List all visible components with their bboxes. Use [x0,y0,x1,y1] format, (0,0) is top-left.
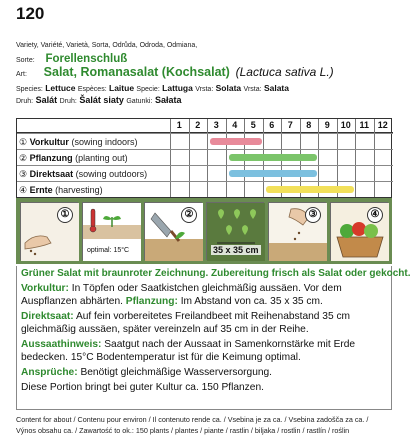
calendar-row-vorkultur [17,133,393,149]
art-row [16,65,334,79]
pictogram-harvest [330,202,388,260]
druh-value-sk: Šalát siaty [79,95,124,105]
vorkultur-label: Vorkultur: [21,283,69,294]
month-label-10: 10 [340,120,351,130]
aussaat-label: Aussaathinweis: [21,339,102,350]
row-label: Vorkultur [29,137,69,147]
vorkultur-line-2 [21,296,323,307]
druh-label-sk: Druh: [59,98,77,105]
species-value-it: Lattuga [162,83,193,93]
month-label-11: 11 [359,120,369,130]
aussaat-text: Saatgut nach der Aussaat in Samenkornstärke mit Erde [101,339,356,350]
direktsaat-line-2: gleichmäßig aussäen, später vereinzeln auf 35 cm in der Reihe. [21,324,309,335]
vorkultur-line-1 [21,283,342,294]
pflanzung-label: Pflanzung: [122,296,178,307]
ansprueche-label: Ansprüche: [21,367,78,378]
month-label-2: 2 [195,120,201,130]
druh-value-pl: Sałata [154,95,182,105]
row-sub: (sowing indoors) [71,137,138,147]
month-label-3: 3 [213,120,219,130]
vorkultur-text-2: Auspflanzen abhärten. [21,296,123,307]
druh-value-cz: Salát [35,95,58,105]
ansprueche-text: Benötigt gleichmäßige Wasserversorgung. [77,367,273,378]
pictogram-strip [16,198,392,264]
pictogram-number: ③ [305,207,321,223]
row-num: ④ [19,185,28,195]
pictogram-number: ④ [367,207,383,223]
row-num: ② [19,153,28,163]
pictogram-sowing-outdoors [268,202,326,260]
druh-label-cz: Druh: [16,98,34,105]
sowing-calendar [16,118,392,198]
druh-line [16,95,181,105]
calendar-bar-ernte [266,186,355,193]
art-value: Salat, Romanasalat (Kochsalat) [43,65,230,79]
pictogram-germination [82,202,140,260]
aussaat-line-1 [21,339,355,350]
calendar-bar-direktsaat [229,170,318,177]
vorkultur-text: In Töpfen oder Saatkistchen gleichmäßig aussäen. Vor dem [68,283,342,294]
species-value-fr: Laitue [109,83,135,93]
direktsaat-label: Direktsaat: [21,311,74,322]
species-value-en: Lettuce [45,83,76,93]
calendar-row-pflanzung [17,149,393,165]
sorte-row [16,53,127,65]
variety-languages-label: Variety, Variété, Varietà, Sorta, Odrůda, Odroda, Odmiana, [16,42,198,49]
row-sub: (sowing outdoors) [75,169,148,179]
month-label-1: 1 [176,120,182,130]
direktsaat-text: Auf fein vorbereitetes Freilandbeet mit Reihenabstand 35 cm [73,311,351,322]
row-num: ① [19,137,28,147]
month-label-6: 6 [269,120,275,130]
pictogram-spacing [206,202,264,260]
direktsaat-line-1 [21,311,350,322]
aussaat-line-2: bedecken. 15°C Bodentemperatur ist für die Keimung optimal. [21,352,301,363]
row-sub: (harvesting) [55,185,103,195]
pictogram-planting-out [144,202,202,260]
species-label-it: Specie: [136,86,160,93]
month-label-5: 5 [250,120,256,130]
footer-line-2: Výnos obsahu ca. / Zawartość to ok.: 150 plants / plantes / piante / rastlin / biljaka / rostlin / rastlín / roślin [16,426,350,435]
headline: Grüner Salat mit braunroter Zeichnung. Zubereitung frisch als Salat oder gekocht. [21,268,411,279]
species-label-sl: Vrsta: [195,86,214,93]
germination-temp-text: optimal: 15°C [87,247,130,254]
sorte-value: Forellenschluß [45,53,128,65]
spacing-label: 35 x 35 cm [213,245,259,255]
footer-line-1: Content for about / Contenu pour environ / Il contenuto rende ca. / Vsebina je za ca. / Vsebina zadošča za ca. / [16,415,369,424]
row-label: Direktsaat [29,169,74,179]
art-latin: (Lactuca sativa L.) [235,65,334,79]
species-label-en: Species: [16,86,43,93]
row-label: Ernte [29,185,53,195]
month-label-7: 7 [287,120,293,130]
sorte-label: Sorte: [16,57,35,64]
month-label-12: 12 [377,120,388,130]
druh-label-pl: Gatunki: [126,98,153,105]
row-sub: (planting out) [75,153,128,163]
month-label-4: 4 [232,120,238,130]
month-label-8: 8 [306,120,312,130]
pictogram-sowing-indoors [20,202,78,260]
page-number: 120 [16,4,45,23]
portion-line: Diese Portion bringt bei guter Kultur ca. 150 Pflanzen. [21,382,264,393]
species-value-hr: Salata [263,83,289,93]
germination-temp [87,247,129,254]
calendar-bar-pflanzung [229,154,318,161]
pictogram-number: ② [181,207,197,223]
calendar-bar-vorkultur [210,138,262,145]
species-label-hr: Vrsta: [243,86,262,93]
row-label: Pflanzung [29,153,73,163]
species-value-sl: Solata [215,83,242,93]
art-label: Art: [16,71,27,78]
ansprueche-line [21,367,272,378]
description-box [16,266,411,410]
month-label-9: 9 [324,120,330,130]
pflanzung-text: Im Abstand von ca. 35 x 35 cm. [177,296,323,307]
calendar-row-direktsaat [17,165,393,181]
species-label-fr: Espèces: [77,86,107,93]
row-num: ③ [19,169,28,179]
pictogram-number: ① [57,207,73,223]
species-line [16,83,289,93]
